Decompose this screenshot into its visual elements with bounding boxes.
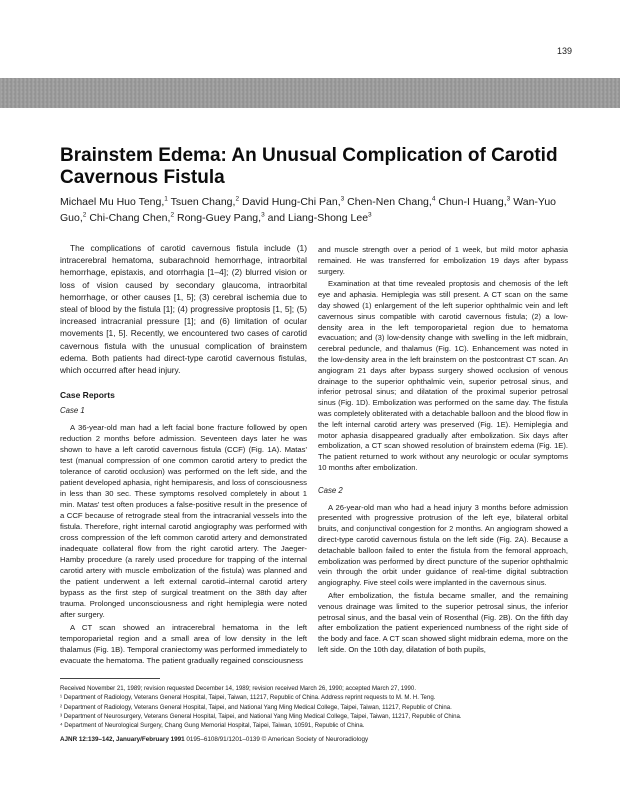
body-paragraph: A 26-year-old man who had a head injury 3 months before admission presented with progressive protrusion of the left eye, bilateral orbital bruits, and conjunctival congestion for 2 months. An angiogram showed a direct-type carotid cavernous fistula on the left side (Fig. 2A). Because a detachable balloon failed to enter the fistula from the femoral approach, embolization was performed by direct puncture of the superior ophthalmic vein through the orbit under guidance of real-time digital subtraction angiography. Five steel coils were implanted in the cavernous sinus.	[318, 502, 568, 588]
author: Wan-Yuo Guo,$^2$	[60, 195, 557, 224]
intro-paragraph: The complications of carotid cavernous fistula include (1) intracerebral hematoma, subarachnoid hemorrhage, intraorbital hemorrhage, epistaxis, and otorrhagia [1–4]; (2) blurred vision or loss of vision caused by secondary glaucoma, intraorbital hemorrhage, or other causes [1, 5]; (3) cerebral ischemia due to steal of blood by the fistula [1]; (4) progressive proptosis [1, 5]; (5) increased intracranial pressure [1]; and (6) limitation of ocular movements [1, 5]. Recently, we encountered two cases of carotid cavernous fistula with the unusual complication of brainstem edema. Both patients had direct-type carotid cavernous fistulas, which occurred after head injury.	[60, 243, 307, 376]
author-list	[60, 192, 580, 225]
body-paragraph: A CT scan showed an intracerebral hematoma in the left temporoparietal region and a small area of low density in the left thalamus (Fig. 1B). Temporal craniectomy was performed immediately to evacuate the hematoma. The patient gradually regained consciousness	[60, 623, 307, 666]
article-title: Brainstem Edema: An Unusual Complication of Carotid Cavernous Fistula	[60, 145, 558, 188]
author: Chen-Nen Chang,$^4$	[347, 195, 436, 208]
body-paragraph: Examination at that time revealed proptosis and chemosis of the left eye and aphasia. Hemiplegia was still present. A CT scan on the same day showed (1) enlargement of the left superior ophthalmic vein and left cavernous sinus compatible with carotid cavernous fistula; (2) a low-density area in the left temporoparietal region due to hematoma evacuation; and (3) low-density change with swelling in the left midbrain, cerebral peduncle, and thalamus (Fig. 1C). Enhancement was noted in the low-density area in the left brainstem on the postcontrast CT scan. An angiogram 21 days after bypass surgery showed occlusion of venous drainage to the superior ophthalmic vein, superior petrosal sinus, and inferior petrosal sinus; and dilatation of the proximal superior petrosal sinus (Fig. 1D). Embolization was performed on the same day. The fistula was completely obliterated with a detachable balloon and the blood flow in the left internal carotid artery was preserved (Fig. 1E). Hemiplegia and motor aphasia disappeared gradually after embolization. Six days after embolization, a CT scan showed resolution of brainstem edema (Fig. 1E). The patient returned to work without any neurologic or ocular symptoms 10 months after embolization.	[318, 279, 568, 472]
footnotes	[60, 684, 580, 730]
body-paragraph: After embolization, the fistula became smaller, and the remaining venous drainage was limited to the superior petrosal sinus, the inferior petrosal sinus, and the basal vein of Rosenthal (Fig. 2B). On the fifth day after embolization the patient experienced numbness of the right side of the body and face. A CT scan showed slight midbrain edema, more on the left side. On the 10th day, dilatation of both pupils,	[318, 590, 568, 654]
journal-reference: AJNR 12:139–142, January/February 1991	[60, 736, 185, 743]
body-paragraph: A 36-year-old man had a left facial bone fracture followed by open reduction 2 months before admission. Seventeen days later he was shown to have a left carotid cavernous fistula (CCF) (Fig. 1A). Matas' test (manual compression of one common carotid artery to predict the tolerance of carotid occlusion) was performed on the left side, and the patient developed aphasia, right hemiparesis, and loss of consciousness in less than 30 sec. These symptoms resolved completely in about 1 min. Matas' test often produces a false-positive result in the presence of a CCF because of retrograde steal from the intracranial vessels into the fistula. Therefore, right internal carotid angiography was performed with cross compression of the left common carotid artery and demonstrated inadequate collateral flow from the right carotid artery. The Jaeger-Hamby procedure (a rarely used procedure for trapping of the internal carotid artery with muscle embolization of the fistula) was planned and the patient underwent a left external carotid–internal carotid artery bypass as the first step of surgical treatment on the 38th day after trauma. Prolonged unconsciousness and right hemiplegia were noted after surgery.	[60, 423, 307, 620]
case-1-label: Case 1	[60, 406, 85, 416]
introduction	[60, 242, 307, 376]
author: Chun-I Huang,$^3$	[438, 195, 511, 208]
footnote-divider	[60, 678, 160, 679]
section-heading: Case Reports	[60, 390, 115, 401]
left-column	[60, 242, 307, 668]
footnote-affiliation: ² Department of Radiology, Veterans General Hospital, Taipei, and National Yang Ming Medical College, Taipei, Taiwan, 11217, Republic of China.	[60, 703, 452, 711]
footnote-affiliation: ⁴ Department of Neurological Surgery, Chang Gung Memorial Hospital, Taipei, Taiwan, 10591, Republic of China.	[60, 722, 365, 730]
author: Michael Mu Huo Teng,$^1$	[60, 195, 168, 208]
body-paragraph: and muscle strength over a period of 1 week, but mild motor aphasia remained. He was transferred for embolization 19 days after bypass surgery.	[318, 245, 568, 276]
journal-citation	[60, 736, 368, 743]
author: Tsuen Chang,$^2$	[170, 195, 240, 208]
author: and Liang-Shong Lee$^3$	[267, 211, 372, 224]
footnote-affiliation: ¹ Department of Radiology, Veterans General Hospital, Taipei, Taiwan, 11217, Republic of China. Address reprint requests to M. M. H. Teng.	[60, 694, 436, 702]
header-banner-texture	[0, 78, 620, 108]
journal-copyright: 0195–6108/91/1201–0139 © American Society of Neuroradiology	[184, 736, 369, 743]
right-column	[318, 245, 568, 658]
page-number: 139	[556, 46, 572, 56]
author: David Hung-Chi Pan,$^3$	[241, 195, 345, 208]
case-2-label: Case 2	[318, 485, 343, 495]
footnote-affiliation: ³ Department of Neurosurgery, Veterans General Hospital, Taipei, and National Yang Ming Medical College, Taipei, Taiwan, 11217, Republic of China.	[60, 712, 462, 720]
author: Rong-Guey Pang,$^3$	[177, 211, 265, 224]
footnote-received: Received November 21, 1989; revision requested December 14, 1989; revision received March 26, 1990; accepted March 27, 1990.	[60, 685, 417, 692]
author: Chi-Chang Chen,$^2$	[89, 211, 175, 224]
